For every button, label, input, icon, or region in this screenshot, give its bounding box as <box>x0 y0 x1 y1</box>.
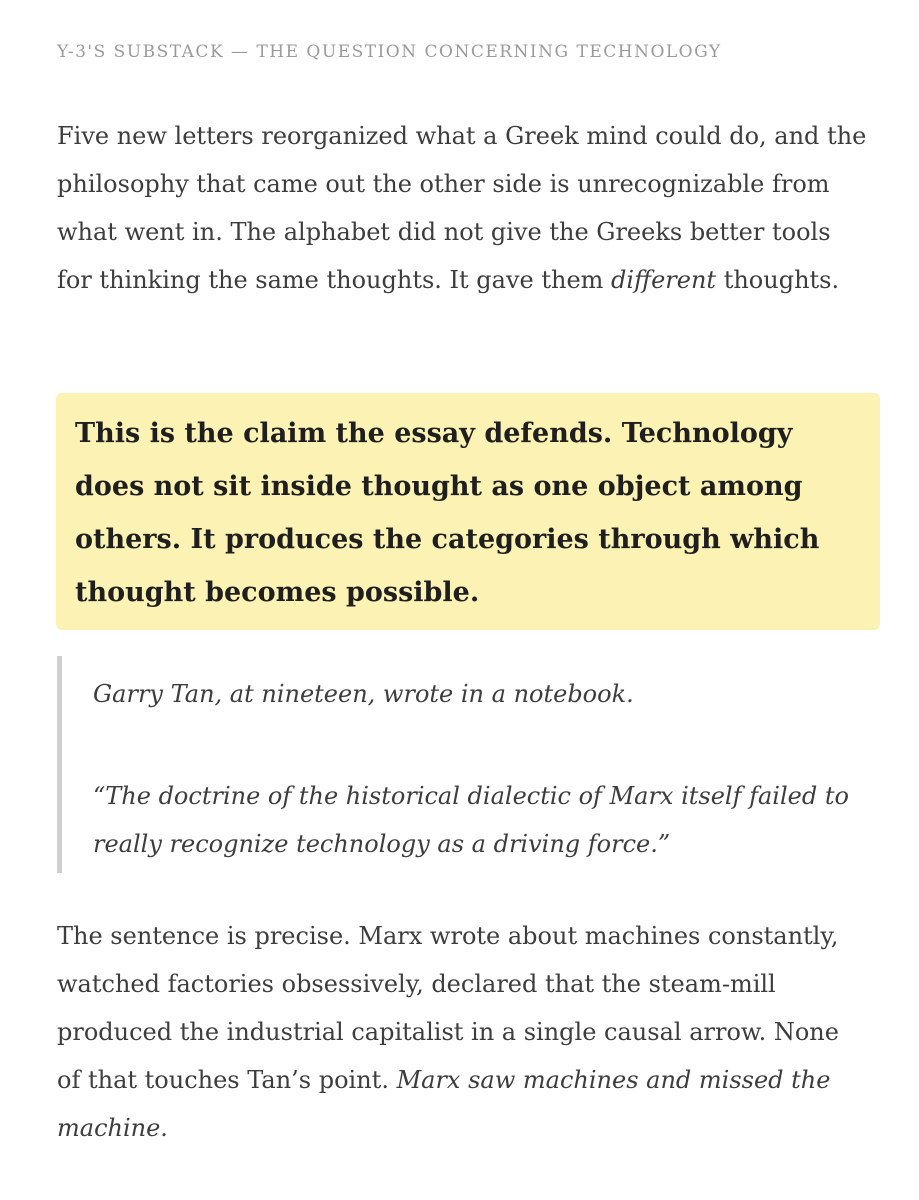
publication-kicker: Y-3'S SUBSTACK — THE QUESTION CONCERNING TECHNOLOGY <box>57 42 722 62</box>
body-paragraph <box>57 912 869 1152</box>
paragraph-text: thoughts. <box>716 266 840 294</box>
emphasized-word: different <box>611 266 717 294</box>
highlight-text: This is the claim the essay defends. Technology does not sit inside thought as one object among others. It produces the categories through which thought becomes possible. <box>75 418 820 608</box>
paragraph-text: Five new letters reorganized what a Greek mind could do, and the philosophy that came out the other side is unrecognizable from what went in. The alphabet did not give the Greeks better tools for thinking the same thoughts. It gave them <box>57 122 867 294</box>
paragraph-text: The sentence is precise. Marx wrote about machines constantly, watched factories obsessively, declared that the steam-mill produced the industrial capitalist in a single causal arrow. None of that touches Tan’s point. <box>57 922 839 1094</box>
blockquote <box>57 656 869 873</box>
blockquote-quote: “The doctrine of the historical dialectic of Marx itself failed to really recognize technology as a driving force.” <box>93 782 849 858</box>
emphasized-sentence: Marx saw machines and missed the machine. <box>57 1066 831 1142</box>
blockquote-intro: Garry Tan, at nineteen, wrote in a notebook. <box>93 680 634 708</box>
body-paragraph <box>57 112 869 304</box>
pull-quote-highlight <box>56 393 880 630</box>
